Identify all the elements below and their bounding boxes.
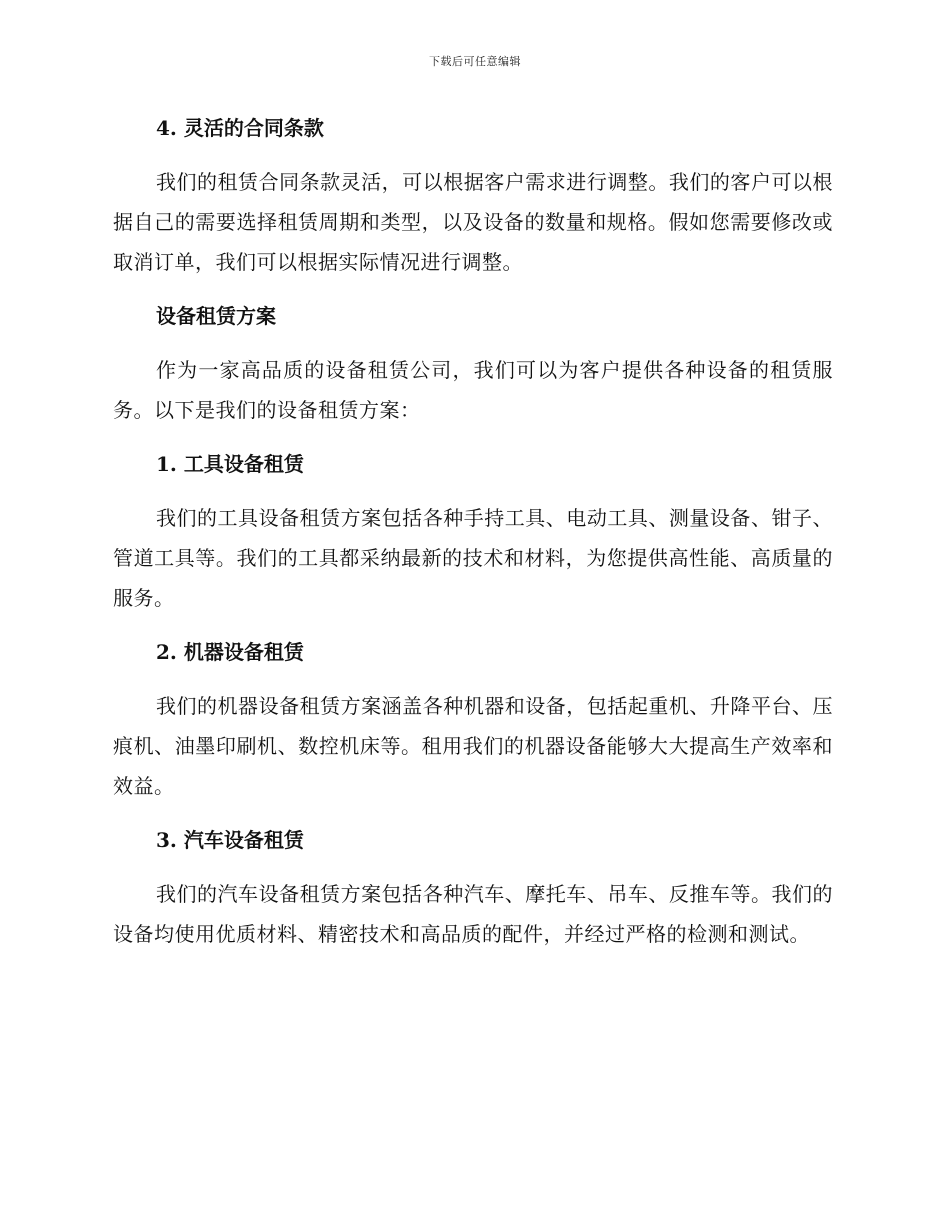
paragraph-machine-rental: 我们的机器设备租赁方案涵盖各种机器和设备，包括起重机、升降平台、压痕机、油墨印刷机、数控机床等。租用我们的机器设备能够大大提高生产效率和效益。 [113,694,833,798]
paragraph-contract-terms: 我们的租赁合同条款灵活，可以根据客户需求进行调整。我们的客户可以根据自己的需要选择租赁周期和类型，以及设备的数量和规格。假如您需要修改或取消订单，我们可以根据实际情况进行调整。 [113,170,833,274]
paragraph-tool-rental: 我们的工具设备租赁方案包括各种手持工具、电动工具、测量设备、钳子、管道工具等。我们的工具都采纳最新的技术和材料，为您提供高性能、高质量的服务。 [113,506,833,610]
paragraph-rental-plan-intro: 作为一家高品质的设备租赁公司，我们可以为客户提供各种设备的租赁服务。以下是我们的设备租赁方案： [113,358,833,422]
section-heading-rental-plan: 设备租赁方案 [156,304,276,328]
section-heading-contract-terms: 4. 灵活的合同条款 [156,116,324,140]
section-heading-tool-rental: 1. 工具设备租赁 [156,452,304,476]
document-body [113,108,833,954]
paragraph-vehicle-rental: 我们的汽车设备租赁方案包括各种汽车、摩托车、吊车、反推车等。我们的设备均使用优质材料、精密技术和高品质的配件，并经过严格的检测和测试。 [113,882,833,946]
page-header: 下载后可任意编辑 [429,55,521,68]
section-heading-machine-rental: 2. 机器设备租赁 [156,640,304,664]
section-heading-vehicle-rental: 3. 汽车设备租赁 [156,828,304,852]
